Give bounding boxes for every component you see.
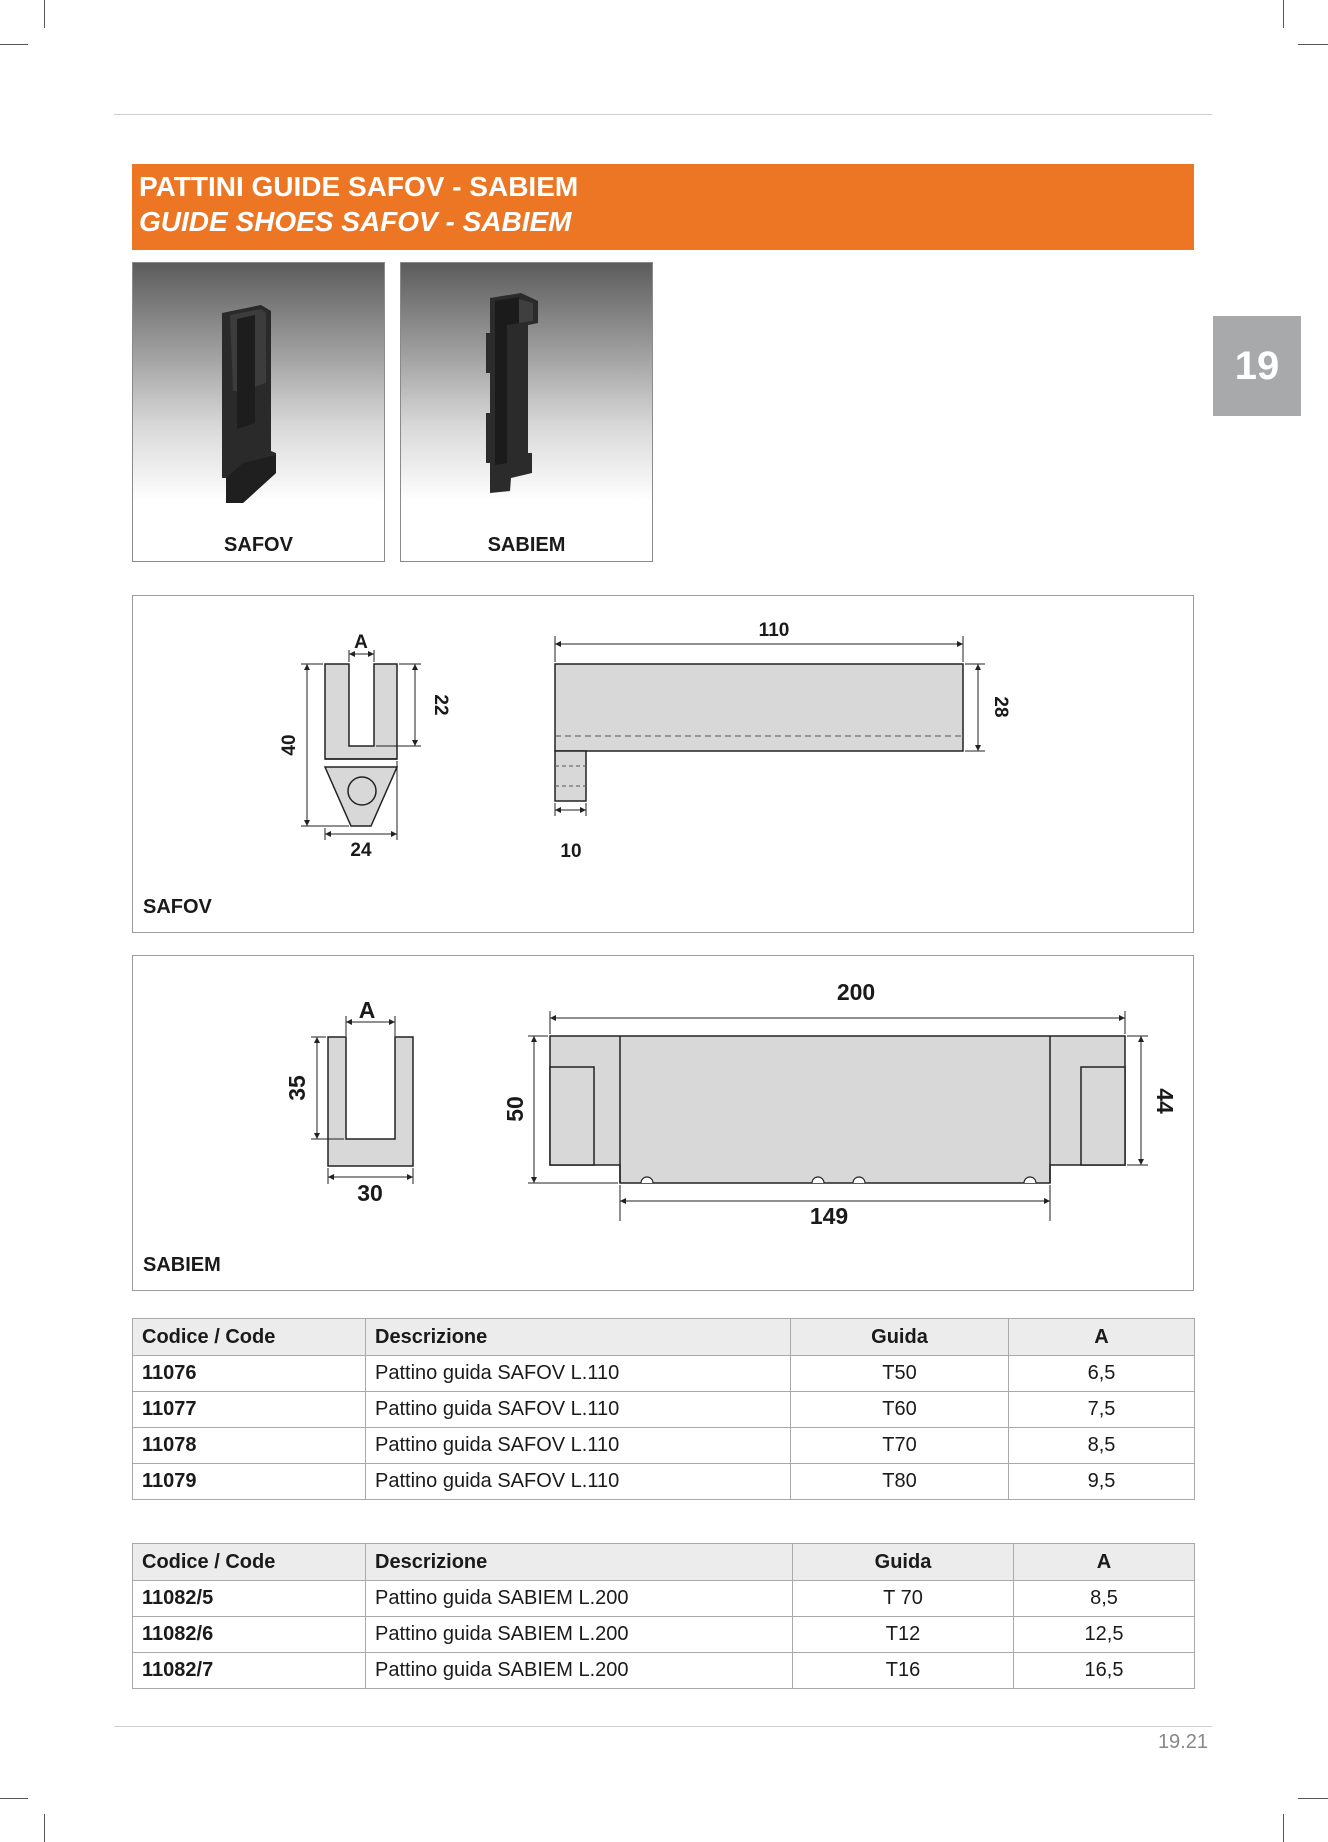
dim-thickness: 28 [990, 696, 1011, 718]
dim-left-height: 50 [502, 1096, 528, 1122]
table-header-row [133, 1544, 1195, 1581]
crop-mark [1298, 1798, 1328, 1799]
cell-a: 9,5 [1009, 1464, 1195, 1500]
dim-a: A [358, 997, 376, 1023]
cell-a: 16,5 [1014, 1653, 1195, 1689]
bottom-rule [114, 1726, 1212, 1727]
cell-a: 8,5 [1009, 1428, 1195, 1464]
dim-length: 110 [758, 620, 790, 641]
col-header-guide: Guida [791, 1319, 1009, 1356]
cell-guide: T60 [791, 1392, 1009, 1428]
cell-code: 11076 [133, 1356, 366, 1392]
col-header-a: A [1014, 1544, 1195, 1581]
cell-description: Pattino guida SABIEM L.200 [366, 1581, 793, 1617]
table-row [133, 1392, 1195, 1428]
cell-code: 11077 [133, 1392, 366, 1428]
chapter-tab: 19 [1213, 316, 1301, 416]
cell-code: 11079 [133, 1464, 366, 1500]
dim-width: 24 [350, 840, 372, 861]
photo-safov [132, 262, 385, 562]
crop-mark [0, 1798, 28, 1799]
cell-description: Pattino guida SAFOV L.110 [366, 1392, 791, 1428]
photo-caption: SABIEM [487, 534, 566, 556]
photo-caption: SAFOV [224, 534, 293, 556]
cell-code: 11082/7 [133, 1653, 366, 1689]
dim-inner: 149 [809, 1203, 849, 1229]
col-header-description: Descrizione [366, 1544, 793, 1581]
cell-guide: T50 [791, 1356, 1009, 1392]
cell-a: 7,5 [1009, 1392, 1195, 1428]
sabiem-technical-drawing [133, 956, 1195, 1292]
table-row [133, 1428, 1195, 1464]
dim-width: 30 [357, 1180, 383, 1206]
col-header-code: Codice / Code [133, 1319, 366, 1356]
cell-a: 8,5 [1014, 1581, 1195, 1617]
cell-code: 11078 [133, 1428, 366, 1464]
crop-mark [44, 1814, 45, 1842]
col-header-description: Descrizione [366, 1319, 791, 1356]
cell-description: Pattino guida SAFOV L.110 [366, 1356, 791, 1392]
drawing-label: SABIEM [143, 1254, 221, 1276]
crop-mark [0, 44, 28, 45]
dim-right-height: 44 [1152, 1088, 1178, 1114]
cell-guide: T70 [791, 1428, 1009, 1464]
col-header-code: Codice / Code [133, 1544, 366, 1581]
cell-guide: T80 [791, 1464, 1009, 1500]
dim-a: A [354, 632, 368, 653]
cell-guide: T12 [793, 1617, 1014, 1653]
cell-description: Pattino guida SAFOV L.110 [366, 1428, 791, 1464]
table-row [133, 1581, 1195, 1617]
crop-mark [1298, 44, 1328, 45]
safov-code-table [132, 1318, 1195, 1500]
drawing-label: SAFOV [143, 896, 212, 918]
dim-height: 40 [279, 734, 300, 756]
cell-description: Pattino guida SABIEM L.200 [366, 1617, 793, 1653]
cell-guide: T 70 [793, 1581, 1014, 1617]
dim-foot: 10 [560, 841, 582, 862]
table-row [133, 1356, 1195, 1392]
table-row [133, 1464, 1195, 1500]
cell-guide: T16 [793, 1653, 1014, 1689]
safov-product-image [133, 263, 385, 562]
table-row [133, 1617, 1195, 1653]
col-header-a: A [1009, 1319, 1195, 1356]
title-italian: PATTINI GUIDE SAFOV - SABIEM [139, 171, 579, 202]
col-header-guide: Guida [793, 1544, 1014, 1581]
crop-mark [1283, 0, 1284, 28]
cell-description: Pattino guida SABIEM L.200 [366, 1653, 793, 1689]
page-number: 19.21 [1157, 1731, 1208, 1753]
crop-mark [44, 0, 45, 28]
photo-sabiem [400, 262, 653, 562]
top-rule [114, 114, 1212, 115]
dim-length: 200 [836, 979, 876, 1005]
dim-height: 35 [284, 1075, 310, 1101]
sabiem-product-image [401, 263, 653, 562]
table-header-row [133, 1319, 1195, 1356]
dim-slot: 22 [430, 694, 451, 716]
section-title-band [132, 164, 1194, 250]
safov-technical-drawing [133, 596, 1195, 934]
title-english: GUIDE SHOES SAFOV - SABIEM [139, 206, 572, 237]
cell-code: 11082/5 [133, 1581, 366, 1617]
sabiem-code-table [132, 1543, 1195, 1689]
cell-code: 11082/6 [133, 1617, 366, 1653]
crop-mark [1283, 1814, 1284, 1842]
drawing-safov [132, 595, 1194, 933]
cell-a: 6,5 [1009, 1356, 1195, 1392]
drawing-sabiem [132, 955, 1194, 1291]
cell-description: Pattino guida SAFOV L.110 [366, 1464, 791, 1500]
cell-a: 12,5 [1014, 1617, 1195, 1653]
table-row [133, 1653, 1195, 1689]
